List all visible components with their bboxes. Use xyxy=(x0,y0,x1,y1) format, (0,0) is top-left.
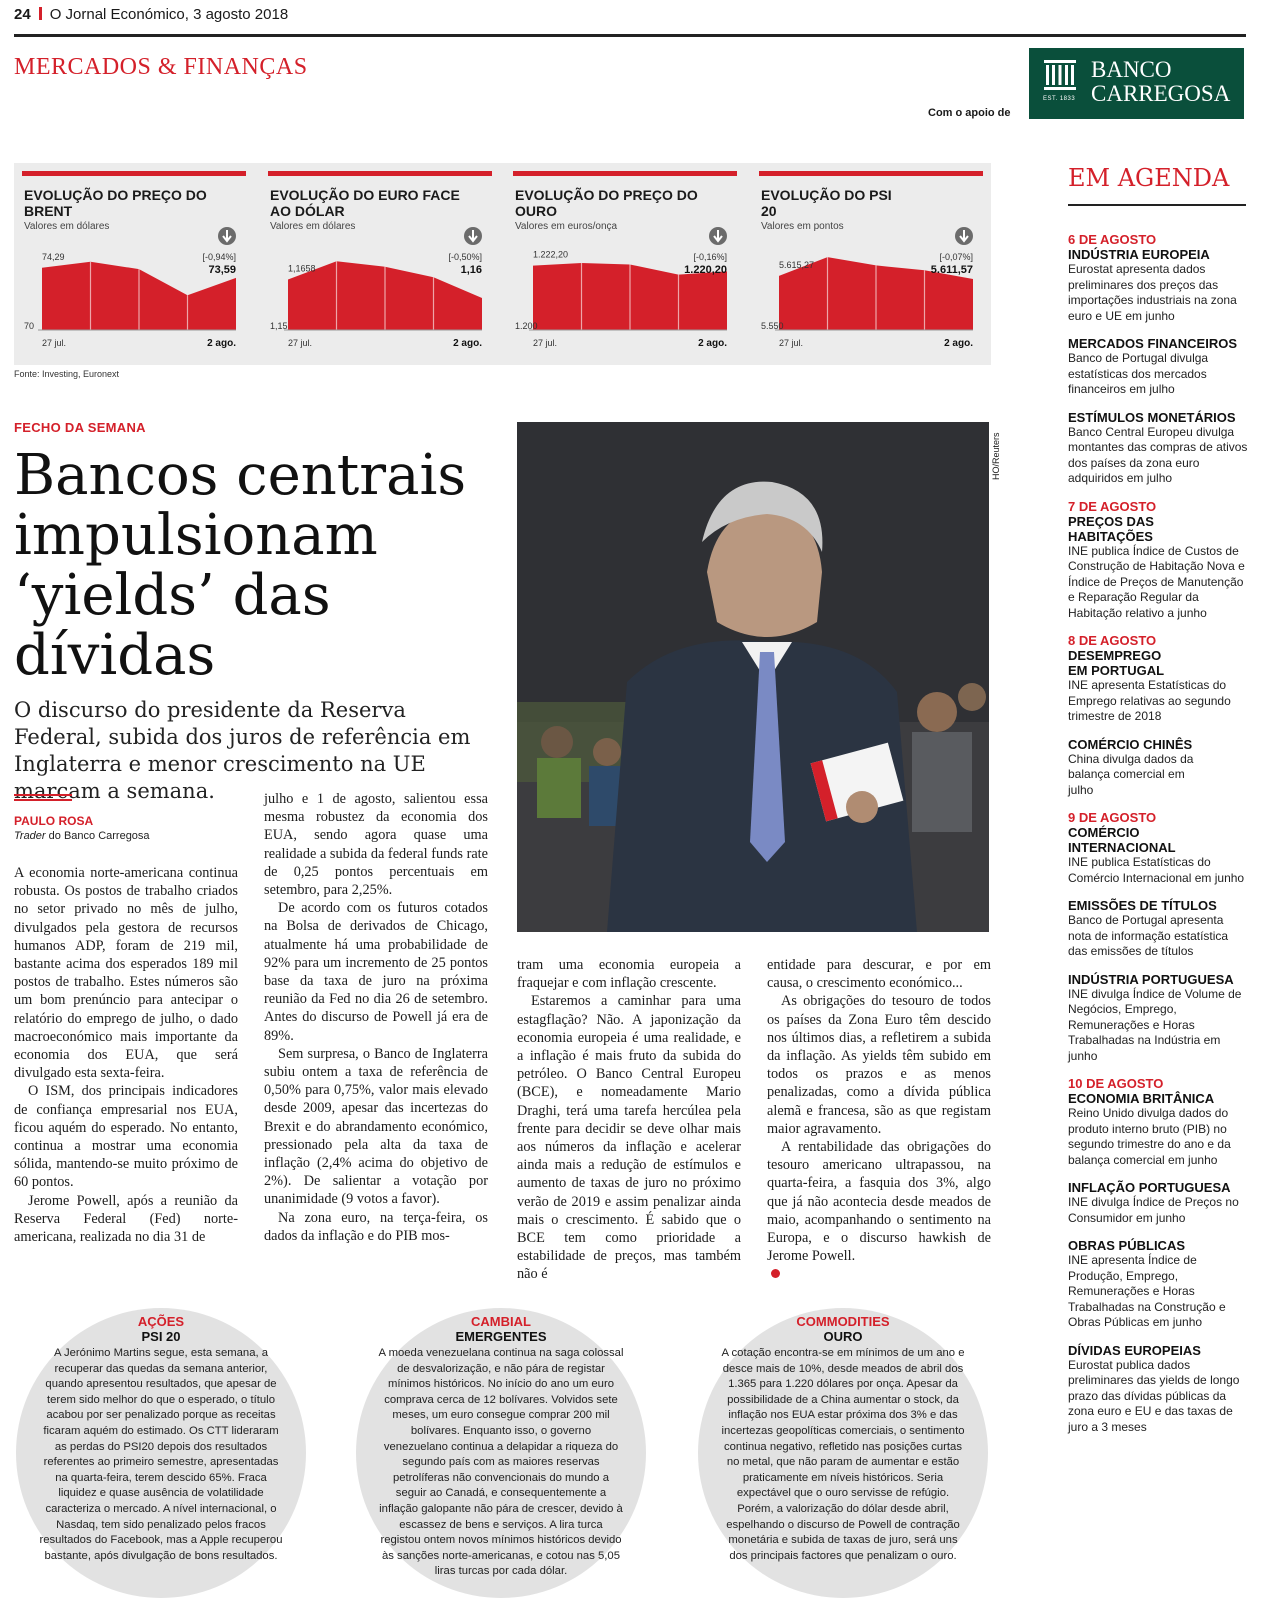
paragraph: tram uma economia europeia a fraquejar e com inflação crescente. xyxy=(517,957,741,992)
folio-separator xyxy=(39,7,42,20)
chart-x-start-label: 27 jul. xyxy=(42,338,67,348)
box-text: A moeda venezuelana continua na saga colossal de desvalorização, e não pára de registar mínimos históricos. No início do ano um euro comprava cerca de 12 bolívares. Volvidos sete meses, um euro consegue comprar 200 mil bolívares. Enquanto isso, o governo venezuelano continua a delapidar a riqueza do segundo país com as maiores reservas petrolíferas não convencionais do mundo a seguir ao Canadá, e consequentemente a inflação galopante não pára de crescer, devido à escassez de bens e serviços. A lira turca registou ontem novos mínimos históricos devido às sanções norte-americanas, e cotou nas 5,05 liras turcas por cada dólar. xyxy=(378,1347,624,1578)
agenda-text: Banco de Portugal apresenta nota de informação estatística das emissões de títulos xyxy=(1068,913,1229,958)
down-arrow-icon xyxy=(955,227,973,245)
agenda-heading: OBRAS PÚBLICAS xyxy=(1068,1238,1186,1253)
agenda-item xyxy=(1068,1238,1248,1331)
agenda-item xyxy=(1068,810,1248,886)
chart-title: EVOLUÇÃO DO EURO FACE AO DÓLAR xyxy=(270,187,460,219)
publication-line: O Jornal Económico, 3 agosto 2018 xyxy=(49,6,289,23)
paragraph: julho e 1 de agosto, salientou essa mesma robustez da economia dos EUA, sendo agora quase uma realidade a subida da federal funds rate de 0,25 pontos percentuais em setembro, para 2,25%. xyxy=(264,791,488,899)
chart-last-value: 1,16 xyxy=(460,264,482,276)
agenda-item xyxy=(1068,1180,1248,1226)
page-number: 24 xyxy=(14,6,31,23)
chart-title: EVOLUÇÃO DO PREÇO DO OURO xyxy=(515,187,698,219)
down-arrow-icon xyxy=(218,227,236,245)
chart-title: EVOLUÇÃO DO PSI 20 xyxy=(761,187,892,219)
sponsor-est: EST. 1833 xyxy=(1043,96,1076,102)
box-title: PSI 20 xyxy=(141,1329,181,1344)
chart-title: EVOLUÇÃO DO PREÇO DO BRENT xyxy=(24,187,207,219)
author-role-italic: Trader xyxy=(14,830,46,842)
box-tag: COMMODITIES xyxy=(796,1314,890,1329)
agenda-heading: ECONOMIA BRITÂNICA xyxy=(1068,1091,1215,1106)
chart-ymin-label: 1,15 xyxy=(270,321,288,331)
top-rule xyxy=(14,34,1246,37)
agenda-text: INE apresenta Índice de Produção, Emprego, Remunerações e Horas Trabalhadas na Construção e Obras Públicas em junho xyxy=(1068,1253,1226,1329)
chart-first-value: 1,1658 xyxy=(288,263,316,274)
paragraph: De acordo com os futuros cotados na Bolsa de derivados de Chicago, atualmente há uma probabilidade de 92% para um incremento de 25 pontos base da taxa de juro na próxima reunião da Fed no dia 26 de setembro. Antes do discurso de Powell já era de 89%. xyxy=(264,900,488,1044)
paragraph: Na zona euro, na terça-feira, os dados da inflação e do PIB mos- xyxy=(264,1209,488,1244)
agenda-date: 9 DE AGOSTO xyxy=(1068,810,1157,825)
chart-euro-dollar xyxy=(260,163,502,365)
chart-x-end-label: 2 ago. xyxy=(698,338,727,349)
chart-change: [-0,16%] xyxy=(693,252,727,262)
end-mark-icon xyxy=(771,1269,780,1278)
paragraph: A economia norte-americana continua robusta. Os postos de trabalho criados no setor privado no mês de julho, divulgados pela gestora de recursos humanos ADP, foram de 219 mil, bastante acima dos esperados 189 mil postos de trabalho. Estes números são um bom prenúncio para antecipar o relatório do emprego de julho, o dado macroeconómico mais importante da economia dos EUA, que será divulgado esta sexta-feira. xyxy=(14,865,238,1082)
agenda-title: EM AGENDA xyxy=(1068,164,1230,192)
page-folio xyxy=(14,6,288,23)
chart-change: [-0,07%] xyxy=(939,252,973,262)
agenda-item xyxy=(1068,898,1248,960)
agenda-heading: EMISSÕES DE TÍTULOS xyxy=(1068,898,1217,913)
box-tag: AÇÕES xyxy=(137,1314,185,1329)
box-cambial xyxy=(356,1308,646,1598)
chart-subtitle: Valores em euros/onça xyxy=(515,221,618,232)
agenda-text: China divulga dados da balança comercial em julho xyxy=(1068,751,1194,797)
chart-x-start-label: 27 jul. xyxy=(779,338,804,348)
chart-last-value: 5.611,57 xyxy=(930,264,973,276)
agenda-text: INE divulga Índice de Preços no Consumidor em junho xyxy=(1068,1195,1239,1225)
paragraph: O ISM, dos principais indicadores de confiança empresarial nos EUA, ficou aquém do esperado. No entanto, continua a mostrar uma economia sólida, mantendo-se muito próximo de 60 pontos. xyxy=(14,1083,238,1191)
chart-first-value: 5.615,27 xyxy=(779,259,815,270)
article-photo xyxy=(517,422,989,932)
agenda-item xyxy=(1068,410,1248,487)
agenda-date: 7 DE AGOSTO xyxy=(1068,498,1157,514)
box-acoes xyxy=(16,1308,306,1598)
chart-plot xyxy=(14,163,256,365)
chart-change: [-0,50%] xyxy=(448,252,482,262)
article-lead: O discurso do presidente da Reserva Federal, subida dos juros de referência em Inglaterra e menor crescimento na UE marcam a semana. xyxy=(14,698,471,803)
section-title: MERCADOS & FINANÇAS xyxy=(14,54,308,80)
sponsor-name-line1: BANCO xyxy=(1091,57,1172,82)
agenda-heading: INFLAÇÃO PORTUGUESA xyxy=(1068,1180,1231,1195)
article-headline: Bancos centrais impulsionam ‘yields’ das dívidas xyxy=(14,443,467,688)
agenda-heading: INDÚSTRIA PORTUGUESA xyxy=(1068,971,1234,987)
chart-x-end-label: 2 ago. xyxy=(453,338,482,349)
box-text: A Jerónimo Martins segue, esta semana, a recuperar das quedas da semana anterior, quando apresentou resultados, que apesar de terem sido melhor do que o esperado, o título acabou por ser penalizado porque as receitas ficaram aquém do estimado. Os CTT lideraram as perdas do PSI20 depois dos resultados referentes ao primeiro semestre, apresentadas na quarta-feira, terem descido 65%. Fraca liquidez e quase ausência de volatilidade caracteriza o mercado. A nível internacional, o Nasdaq, tem sido penalizado pelos fracos resultados do Facebook, mas a Apple recuperou bastante, após divulgação de bons resultados. xyxy=(39,1347,283,1562)
article-column-4 xyxy=(767,956,991,1284)
agenda-heading: PREÇOS DAS HABITAÇÕES xyxy=(1068,513,1154,544)
agenda-text: INE divulga Índice de Volume de Negócios, Emprego, Remunerações e Horas Trabalhadas na Indústria em junho xyxy=(1068,986,1242,1063)
chart-ymin-label: 1.200 xyxy=(515,321,538,331)
photo-credit-text: HO/Reuters xyxy=(991,432,1001,480)
agenda-item xyxy=(1068,633,1248,725)
paragraph: Jerome Powell, após a reunião da Reserva Federal (Fed) norte-americana, realizada no dia 31 de xyxy=(14,1192,238,1246)
author-name: PAULO ROSA xyxy=(14,814,94,828)
paragraph: As obrigações do tesouro de todos os países da Zona Euro têm descido nos últimos dias, a refletirem a subida da inflação. As yields têm subido em todos os prazos e as menos penalizadas, como a dívida pública alemã e francesa, são as que registam maior agravamento. xyxy=(767,993,991,1137)
chart-plot xyxy=(751,163,993,365)
chart-gold xyxy=(505,163,747,365)
agenda-heading: COMÉRCIO INTERNACIONAL xyxy=(1068,825,1176,855)
agenda-text: INE publica Estatísticas do Comércio Internacional em junho xyxy=(1068,855,1245,885)
byline-rule xyxy=(14,794,72,801)
chart-last-value: 1.220,20 xyxy=(684,264,727,276)
chart-first-value: 1.222,20 xyxy=(533,249,569,260)
chart-subtitle: Valores em pontos xyxy=(761,221,844,232)
photo-credit xyxy=(991,420,1005,510)
down-arrow-icon xyxy=(709,227,727,245)
chart-x-end-label: 2 ago. xyxy=(207,338,236,349)
chart-x-start-label: 27 jul. xyxy=(533,338,558,348)
chart-x-end-label: 2 ago. xyxy=(944,338,973,349)
agenda-heading: ESTÍMULOS MONETÁRIOS xyxy=(1068,409,1236,425)
article-kicker: FECHO DA SEMANA xyxy=(14,420,146,435)
sponsor-logo xyxy=(1029,48,1244,119)
box-title: EMERGENTES xyxy=(455,1329,547,1344)
support-text: Com o apoio de xyxy=(928,107,1011,119)
box-title: OURO xyxy=(823,1329,863,1344)
author-role-rest: do Banco Carregosa xyxy=(45,830,150,842)
chart-ymin-label: 5.550 xyxy=(761,321,784,331)
paragraph: Estaremos a caminhar para uma estagflação? Não. A japonização da economia europeia é uma realidade, e a inflação é mais fruto da subida do petróleo. O Banco Central Europeu (BCE), e nomeadamente Mario Draghi, terá uma tarefa hercúlea pela frente para decidir se deve olhar mais aos números da inflação e acelerar ainda mais a redução de estímulos e aumento de taxas de juro no próximo verão de 2019 e assim penalizar ainda mais o crescimento. É sabido que o BCE tem como prioridade a estabilidade de preços, mas também não é xyxy=(517,993,741,1283)
agenda-item xyxy=(1068,972,1248,1065)
article-column-3 xyxy=(517,956,741,1284)
sponsor-name-line2: CARREGOSA xyxy=(1091,81,1231,106)
chart-subtitle: Valores em dólares xyxy=(24,221,110,232)
agenda-date: 8 DE AGOSTO xyxy=(1068,633,1157,648)
paragraph: Sem surpresa, o Banco de Inglaterra subiu ontem a taxa de referência de 0,50% para 0,75%, valor mais elevado desde 2009, apesar das incertezas do Brexit e do abrandamento económico, pressionado pela alta da taxa de inflação (2,4% acima do objetivo de 2%). De salientar a votação por unanimidade (9 votos a favor). xyxy=(264,1045,488,1208)
agenda-item xyxy=(1068,232,1248,324)
agenda-text: Banco Central Europeu divulga montantes das compras de ativos dos países da zona euro adquiridos em julho xyxy=(1068,424,1248,485)
agenda-date: 6 DE AGOSTO xyxy=(1068,232,1157,247)
agenda-item xyxy=(1068,336,1248,398)
agenda-heading: MERCADOS FINANCEIROS xyxy=(1068,336,1238,351)
agenda-text: Eurostat publica dados preliminares das yields de longo prazo das dívidas públicas da zona euro e EU e das taxas de juro a 3 meses xyxy=(1068,1357,1240,1434)
chart-x-start-label: 27 jul. xyxy=(288,338,313,348)
market-charts-panel xyxy=(14,163,991,365)
article-column-2 xyxy=(264,790,488,1245)
chart-subtitle: Valores em dólares xyxy=(270,221,356,232)
chart-change: [-0,94%] xyxy=(202,252,236,262)
agenda-heading: DESEMPREGO EM PORTUGAL xyxy=(1068,648,1165,678)
box-tag: CAMBIAL xyxy=(471,1314,531,1329)
agenda-text: Eurostat apresenta dados preliminares dos preços das importações industriais na zona euro e UE em junho xyxy=(1068,262,1237,323)
chart-plot xyxy=(260,163,502,365)
agenda-item xyxy=(1068,499,1248,622)
agenda-item xyxy=(1068,1076,1248,1168)
article-column-1 xyxy=(14,864,238,1246)
chart-psi20 xyxy=(751,163,993,365)
agenda-text: INE publica Índice de Custos de Construção de Habitação Nova e Índice de Preços de Manutenção e Reparação Regular da Habitação relativo a junho xyxy=(1068,543,1245,620)
agenda-date: 10 DE AGOSTO xyxy=(1068,1076,1164,1091)
paragraph: A rentabilidade das obrigações do tesouro americano ultrapassou, na quarta-feira, a fasquia dos 3%, algo que já não acontecia desde meados de maio, acompanhando o sentimento na Europa, e o discurso hawkish de Jerome Powell. xyxy=(767,1139,991,1265)
agenda-rule xyxy=(1068,204,1246,206)
agenda-item xyxy=(1068,1343,1248,1436)
agenda-heading: COMÉRCIO CHINÊS xyxy=(1068,736,1193,752)
agenda-text: INE apresenta Estatísticas do Emprego relativas ao segundo trimestre de 2018 xyxy=(1068,678,1231,723)
box-commodities xyxy=(698,1308,988,1598)
author-role xyxy=(14,830,150,842)
agenda-heading: INDÚSTRIA EUROPEIA xyxy=(1068,247,1210,262)
agenda-list xyxy=(1068,226,1248,1447)
chart-plot xyxy=(505,163,747,365)
chart-ymin-label: 70 xyxy=(24,321,35,331)
chart-first-value: 74,29 xyxy=(42,251,65,262)
columns-icon xyxy=(1043,60,1077,90)
chart-brent xyxy=(14,163,256,365)
agenda-heading: DÍVIDAS EUROPEIAS xyxy=(1068,1342,1201,1358)
box-text: A cotação encontra-se em mínimos de um ano e desce mais de 10%, desde meados de abril dos 1.365 para 1.220 dólares por onça. Apesar da possibilidade de a China aumentar o stock, da inflação nos EUA estar próxima dos 3% e das incertezas geopolíticas comerciais, o sentimento continua negativo, refletido nas posições curtas no metal, que não param de aumentar e estão praticamente em níveis históricos. Seria expectável que o ouro servisse de refúgio. Porém, a valorização do dólar desde abril, espelhando o discurso de Powell de contração monetária e subida de taxas de juro, será uns dos principais factores que penalizam o ouro. xyxy=(721,1347,965,1562)
chart-last-value: 73,59 xyxy=(208,264,236,276)
photo-illustration xyxy=(517,422,989,932)
agenda-text: Banco de Portugal divulga estatísticas dos mercados financeiros em julho xyxy=(1068,351,1209,396)
agenda-text: Reino Unido divulga dados do produto interno bruto (PIB) no segundo trimestre do ano e da balança comercial em junho xyxy=(1068,1106,1231,1167)
paragraph: entidade para descurar, e por em causa, o crescimento económico... xyxy=(767,957,991,992)
down-arrow-icon xyxy=(464,227,482,245)
agenda-item xyxy=(1068,737,1248,799)
chart-source: Fonte: Investing, Euronext xyxy=(14,369,120,379)
